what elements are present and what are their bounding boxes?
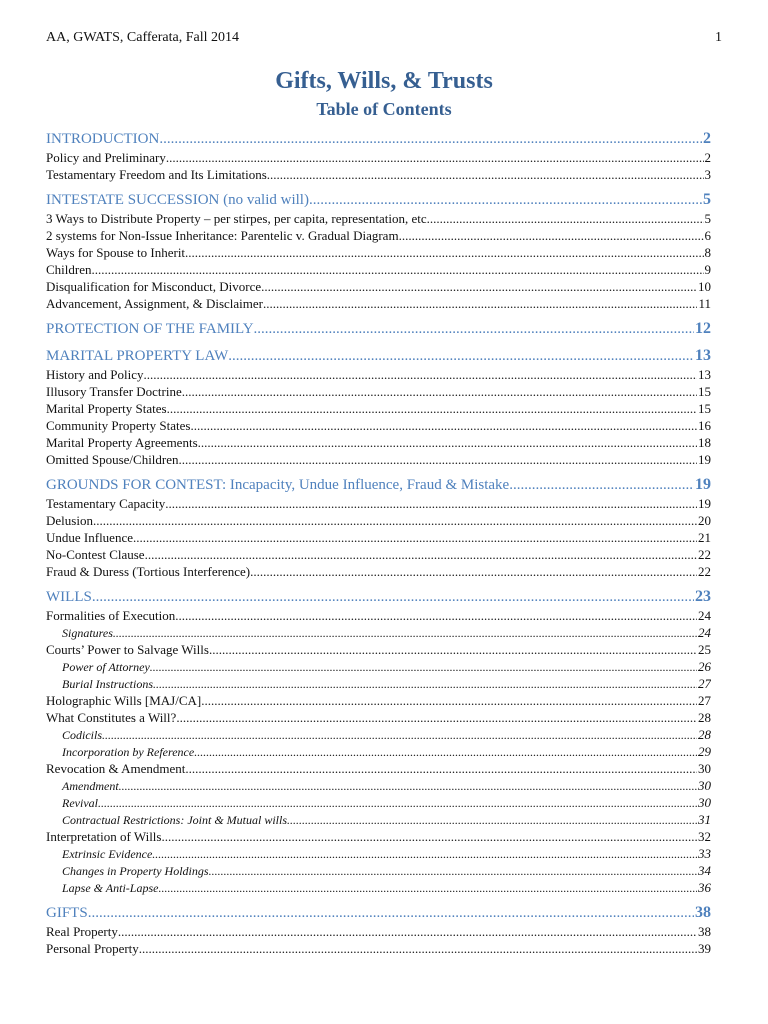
toc-dot-leader [263, 295, 697, 312]
toc-dot-leader [102, 727, 697, 743]
toc-page-number: 23 [695, 588, 711, 605]
toc-dot-leader [167, 400, 697, 417]
toc-entry-label: Marital Property Agreements [46, 435, 198, 450]
toc-entry-label: Revival [62, 796, 98, 810]
toc-dot-leader [145, 546, 697, 563]
toc-dot-leader [152, 846, 697, 862]
toc-page-number: 6 [704, 228, 711, 243]
toc-entry[interactable] [46, 400, 711, 417]
toc-page-number: 26 [698, 659, 711, 674]
toc-entry-label: Extrinsic Evidence [62, 847, 153, 861]
toc-page-number: 8 [704, 245, 711, 260]
running-header [46, 30, 722, 46]
toc-entry[interactable] [46, 940, 711, 957]
toc-section-heading[interactable] [46, 128, 711, 149]
toc-dot-leader [185, 244, 703, 261]
toc-dot-leader [119, 778, 697, 794]
toc-entry-label: Signatures [62, 626, 113, 640]
toc-section-heading[interactable] [46, 902, 711, 923]
toc-subsubentry[interactable] [46, 879, 711, 896]
toc-entry-label: Personal Property [46, 941, 139, 956]
toc-entry-label: Fraud & Duress (Tortious Interference) [46, 564, 251, 579]
toc-entry[interactable] [46, 760, 711, 777]
toc-entry[interactable] [46, 828, 711, 845]
toc-entry[interactable] [46, 692, 711, 709]
toc-entry-label: Children [46, 262, 92, 277]
toc-entry[interactable] [46, 417, 711, 434]
toc-entry-label: Advancement, Assignment, & Disclaimer [46, 296, 263, 311]
toc-dot-leader [430, 210, 704, 227]
toc-subsubentry[interactable] [46, 743, 711, 760]
toc-page-number: 12 [695, 320, 711, 337]
toc-entry-label: Marital Property States [46, 401, 167, 416]
toc-dot-leader [261, 278, 697, 295]
toc-page-number: 3 [704, 167, 711, 182]
toc-page-number: 9 [704, 262, 711, 277]
toc-page-number: 13 [698, 367, 711, 382]
toc-entry[interactable] [46, 261, 711, 278]
toc-section-heading[interactable] [46, 474, 711, 495]
toc-subsubentry[interactable] [46, 794, 711, 811]
toc-entry-label: History and Policy [46, 367, 144, 382]
toc-entry[interactable] [46, 166, 711, 183]
toc-page-number: 27 [698, 676, 711, 691]
toc-page-number: 27 [698, 693, 711, 708]
toc-heading: Table of Contents [316, 99, 452, 119]
toc-entry[interactable] [46, 641, 711, 658]
toc-dot-leader [93, 512, 697, 529]
toc-dot-leader [250, 563, 697, 580]
toc-page-number: 30 [698, 778, 711, 793]
toc-dot-leader [144, 366, 698, 383]
toc-entry-label: Ways for Spouse to Inherit [46, 245, 186, 260]
toc-page-number: 38 [698, 924, 711, 939]
toc-subsubentry[interactable] [46, 726, 711, 743]
toc-dot-leader [509, 475, 694, 495]
toc-dot-leader [139, 940, 697, 957]
toc-dot-leader [201, 692, 697, 709]
toc-entry[interactable] [46, 227, 711, 244]
toc-entry-label: Real Property [46, 924, 118, 939]
toc-page-number: 15 [698, 384, 711, 399]
toc-dot-leader [159, 129, 702, 149]
header-left-text: AA, GWATS, Cafferata, Fall 2014 [46, 30, 239, 45]
toc-dot-leader [98, 795, 697, 811]
toc-page-number: 19 [698, 496, 711, 511]
toc-entry-label: Amendment [62, 779, 119, 793]
toc-entry-label: Interpretation of Wills [46, 829, 162, 844]
toc-page-number: 5 [704, 211, 711, 226]
toc-page-number: 10 [698, 279, 711, 294]
toc-dot-leader [158, 880, 697, 896]
toc-page-number: 5 [703, 191, 711, 208]
toc-dot-leader [153, 676, 697, 692]
toc-section-heading[interactable] [46, 318, 711, 339]
toc-entry[interactable] [46, 563, 711, 580]
toc-page-number: 28 [698, 710, 711, 725]
toc-page-number: 11 [698, 296, 711, 311]
toc-page-number: 15 [698, 401, 711, 416]
toc-page-number: 24 [698, 608, 711, 623]
toc-entry-label: 3 Ways to Distribute Property – per stirpes, per capita, representation, etc. [46, 211, 430, 226]
toc-page-number: 2 [703, 130, 711, 147]
toc-page-number: 21 [698, 530, 711, 545]
toc-dot-leader [209, 641, 697, 658]
toc-page-number: 31 [698, 812, 711, 827]
toc-dot-leader [209, 863, 697, 879]
toc-entry-label: Undue Influence [46, 530, 133, 545]
toc-page-number: 32 [698, 829, 711, 844]
toc-entry-label: Contractual Restrictions: Joint & Mutual wills [62, 813, 287, 827]
toc-entry[interactable] [46, 451, 711, 468]
toc-entry-label: Burial Instructions [62, 677, 154, 691]
toc-dot-leader [267, 166, 704, 183]
toc-entry-label: Incorporation by Reference [62, 745, 195, 759]
toc-page-number: 38 [695, 904, 711, 921]
toc-page-number: 30 [698, 761, 711, 776]
toc-section-heading[interactable] [46, 345, 711, 366]
toc-page-number: 36 [698, 880, 711, 895]
toc-entry-label: INTESTATE SUCCESSION (no valid will) [46, 192, 309, 208]
toc-entry[interactable] [46, 244, 711, 261]
toc-dot-leader [254, 319, 694, 339]
toc-dot-leader [113, 625, 697, 641]
toc-entry[interactable] [46, 709, 711, 726]
toc-page-number: 29 [698, 744, 711, 759]
toc-entry-label: Disqualification for Misconduct, Divorce [46, 279, 262, 294]
toc-entry-label: No-Contest Clause [46, 547, 145, 562]
toc-entry-label: Delusion [46, 513, 93, 528]
toc-entry[interactable] [46, 529, 711, 546]
toc-entry[interactable] [46, 383, 711, 400]
toc-entry-label: GIFTS [46, 905, 88, 921]
toc-subsubentry[interactable] [46, 675, 711, 692]
toc-entry-label: Formalities of Execution [46, 608, 176, 623]
table-of-contents [46, 128, 711, 957]
toc-page-number: 39 [698, 941, 711, 956]
toc-dot-leader [190, 417, 697, 434]
toc-dot-leader [166, 149, 704, 166]
toc-entry-label: Policy and Preliminary [46, 150, 166, 165]
toc-page-number: 22 [698, 564, 711, 579]
toc-entry-label: What Constitutes a Will? [46, 710, 177, 725]
toc-entry-label: WILLS [46, 589, 92, 605]
toc-entry-label: Changes in Property Holdings [62, 864, 209, 878]
toc-entry[interactable] [46, 495, 711, 512]
toc-dot-leader [175, 607, 697, 624]
toc-entry[interactable] [46, 366, 711, 383]
toc-page-number: 13 [695, 347, 711, 364]
toc-page-number: 22 [698, 547, 711, 562]
toc-dot-leader [309, 190, 702, 210]
toc-entry-label: MARITAL PROPERTY LAW [46, 348, 229, 364]
toc-page-number: 28 [698, 727, 711, 742]
toc-entry[interactable] [46, 512, 711, 529]
toc-page-number: 24 [698, 625, 711, 640]
toc-page-number: 33 [698, 846, 711, 861]
toc-entry-label: Lapse & Anti-Lapse [62, 881, 159, 895]
toc-subsubentry[interactable] [46, 624, 711, 641]
toc-subsubentry[interactable] [46, 862, 711, 879]
toc-dot-leader [92, 261, 704, 278]
toc-dot-leader [92, 587, 694, 607]
toc-page-number: 20 [698, 513, 711, 528]
toc-entry-label: INTRODUCTION [46, 131, 160, 147]
toc-subsubentry[interactable] [46, 811, 711, 828]
toc-entry[interactable] [46, 295, 711, 312]
toc-entry[interactable] [46, 210, 711, 227]
toc-page-number: 25 [698, 642, 711, 657]
toc-subsubentry[interactable] [46, 845, 711, 862]
header-page-number: 1 [715, 30, 722, 45]
toc-dot-leader [399, 227, 704, 244]
toc-entry-label: Community Property States [46, 418, 191, 433]
toc-entry-label: Illusory Transfer Doctrine [46, 384, 182, 399]
toc-page-number: 19 [698, 452, 711, 467]
toc-dot-leader [150, 659, 697, 675]
toc-entry-label: PROTECTION OF THE FAMILY [46, 321, 254, 337]
toc-page-number: 30 [698, 795, 711, 810]
toc-entry-label: Testamentary Capacity [46, 496, 166, 511]
toc-dot-leader [287, 812, 697, 828]
toc-entry[interactable] [46, 546, 711, 563]
toc-dot-leader [185, 760, 697, 777]
toc-entry-label: Holographic Wills [MAJ/CA] [46, 693, 202, 708]
toc-page-number: 16 [698, 418, 711, 433]
toc-dot-leader [161, 828, 697, 845]
toc-entry-label: Testamentary Freedom and Its Limitations [46, 167, 267, 182]
toc-entry-label: GROUNDS FOR CONTEST: Incapacity, Undue Influence, Fraud & Mistake [46, 477, 510, 493]
toc-dot-leader [198, 434, 697, 451]
toc-entry-label: Omitted Spouse/Children [46, 452, 179, 467]
toc-subsubentry[interactable] [46, 777, 711, 794]
toc-entry[interactable] [46, 607, 711, 624]
toc-dot-leader [165, 495, 697, 512]
toc-entry[interactable] [46, 149, 711, 166]
toc-entry-label: Revocation & Amendment [46, 761, 186, 776]
toc-entry[interactable] [46, 278, 711, 295]
toc-dot-leader [182, 383, 697, 400]
document-title: Gifts, Wills, & Trusts [275, 68, 493, 94]
toc-section-heading[interactable] [46, 189, 711, 210]
toc-page-number: 18 [698, 435, 711, 450]
toc-entry-label: Power of Attorney [62, 660, 150, 674]
toc-dot-leader [88, 903, 694, 923]
toc-dot-leader [179, 451, 697, 468]
toc-page-number: 2 [704, 150, 711, 165]
toc-entry[interactable] [46, 434, 711, 451]
toc-dot-leader [194, 744, 697, 760]
toc-section-heading[interactable] [46, 586, 711, 607]
toc-dot-leader [228, 346, 694, 366]
toc-entry[interactable] [46, 923, 711, 940]
toc-entry-label: Courts’ Power to Salvage Wills [46, 642, 209, 657]
toc-page-number: 34 [698, 863, 711, 878]
toc-dot-leader [133, 529, 697, 546]
toc-dot-leader [176, 709, 697, 726]
toc-page-number: 19 [695, 476, 711, 493]
toc-subsubentry[interactable] [46, 658, 711, 675]
toc-entry-label: 2 systems for Non-Issue Inheritance: Parentelic v. Gradual Diagram [46, 228, 399, 243]
toc-entry-label: Codicils [62, 728, 103, 742]
toc-dot-leader [118, 923, 697, 940]
